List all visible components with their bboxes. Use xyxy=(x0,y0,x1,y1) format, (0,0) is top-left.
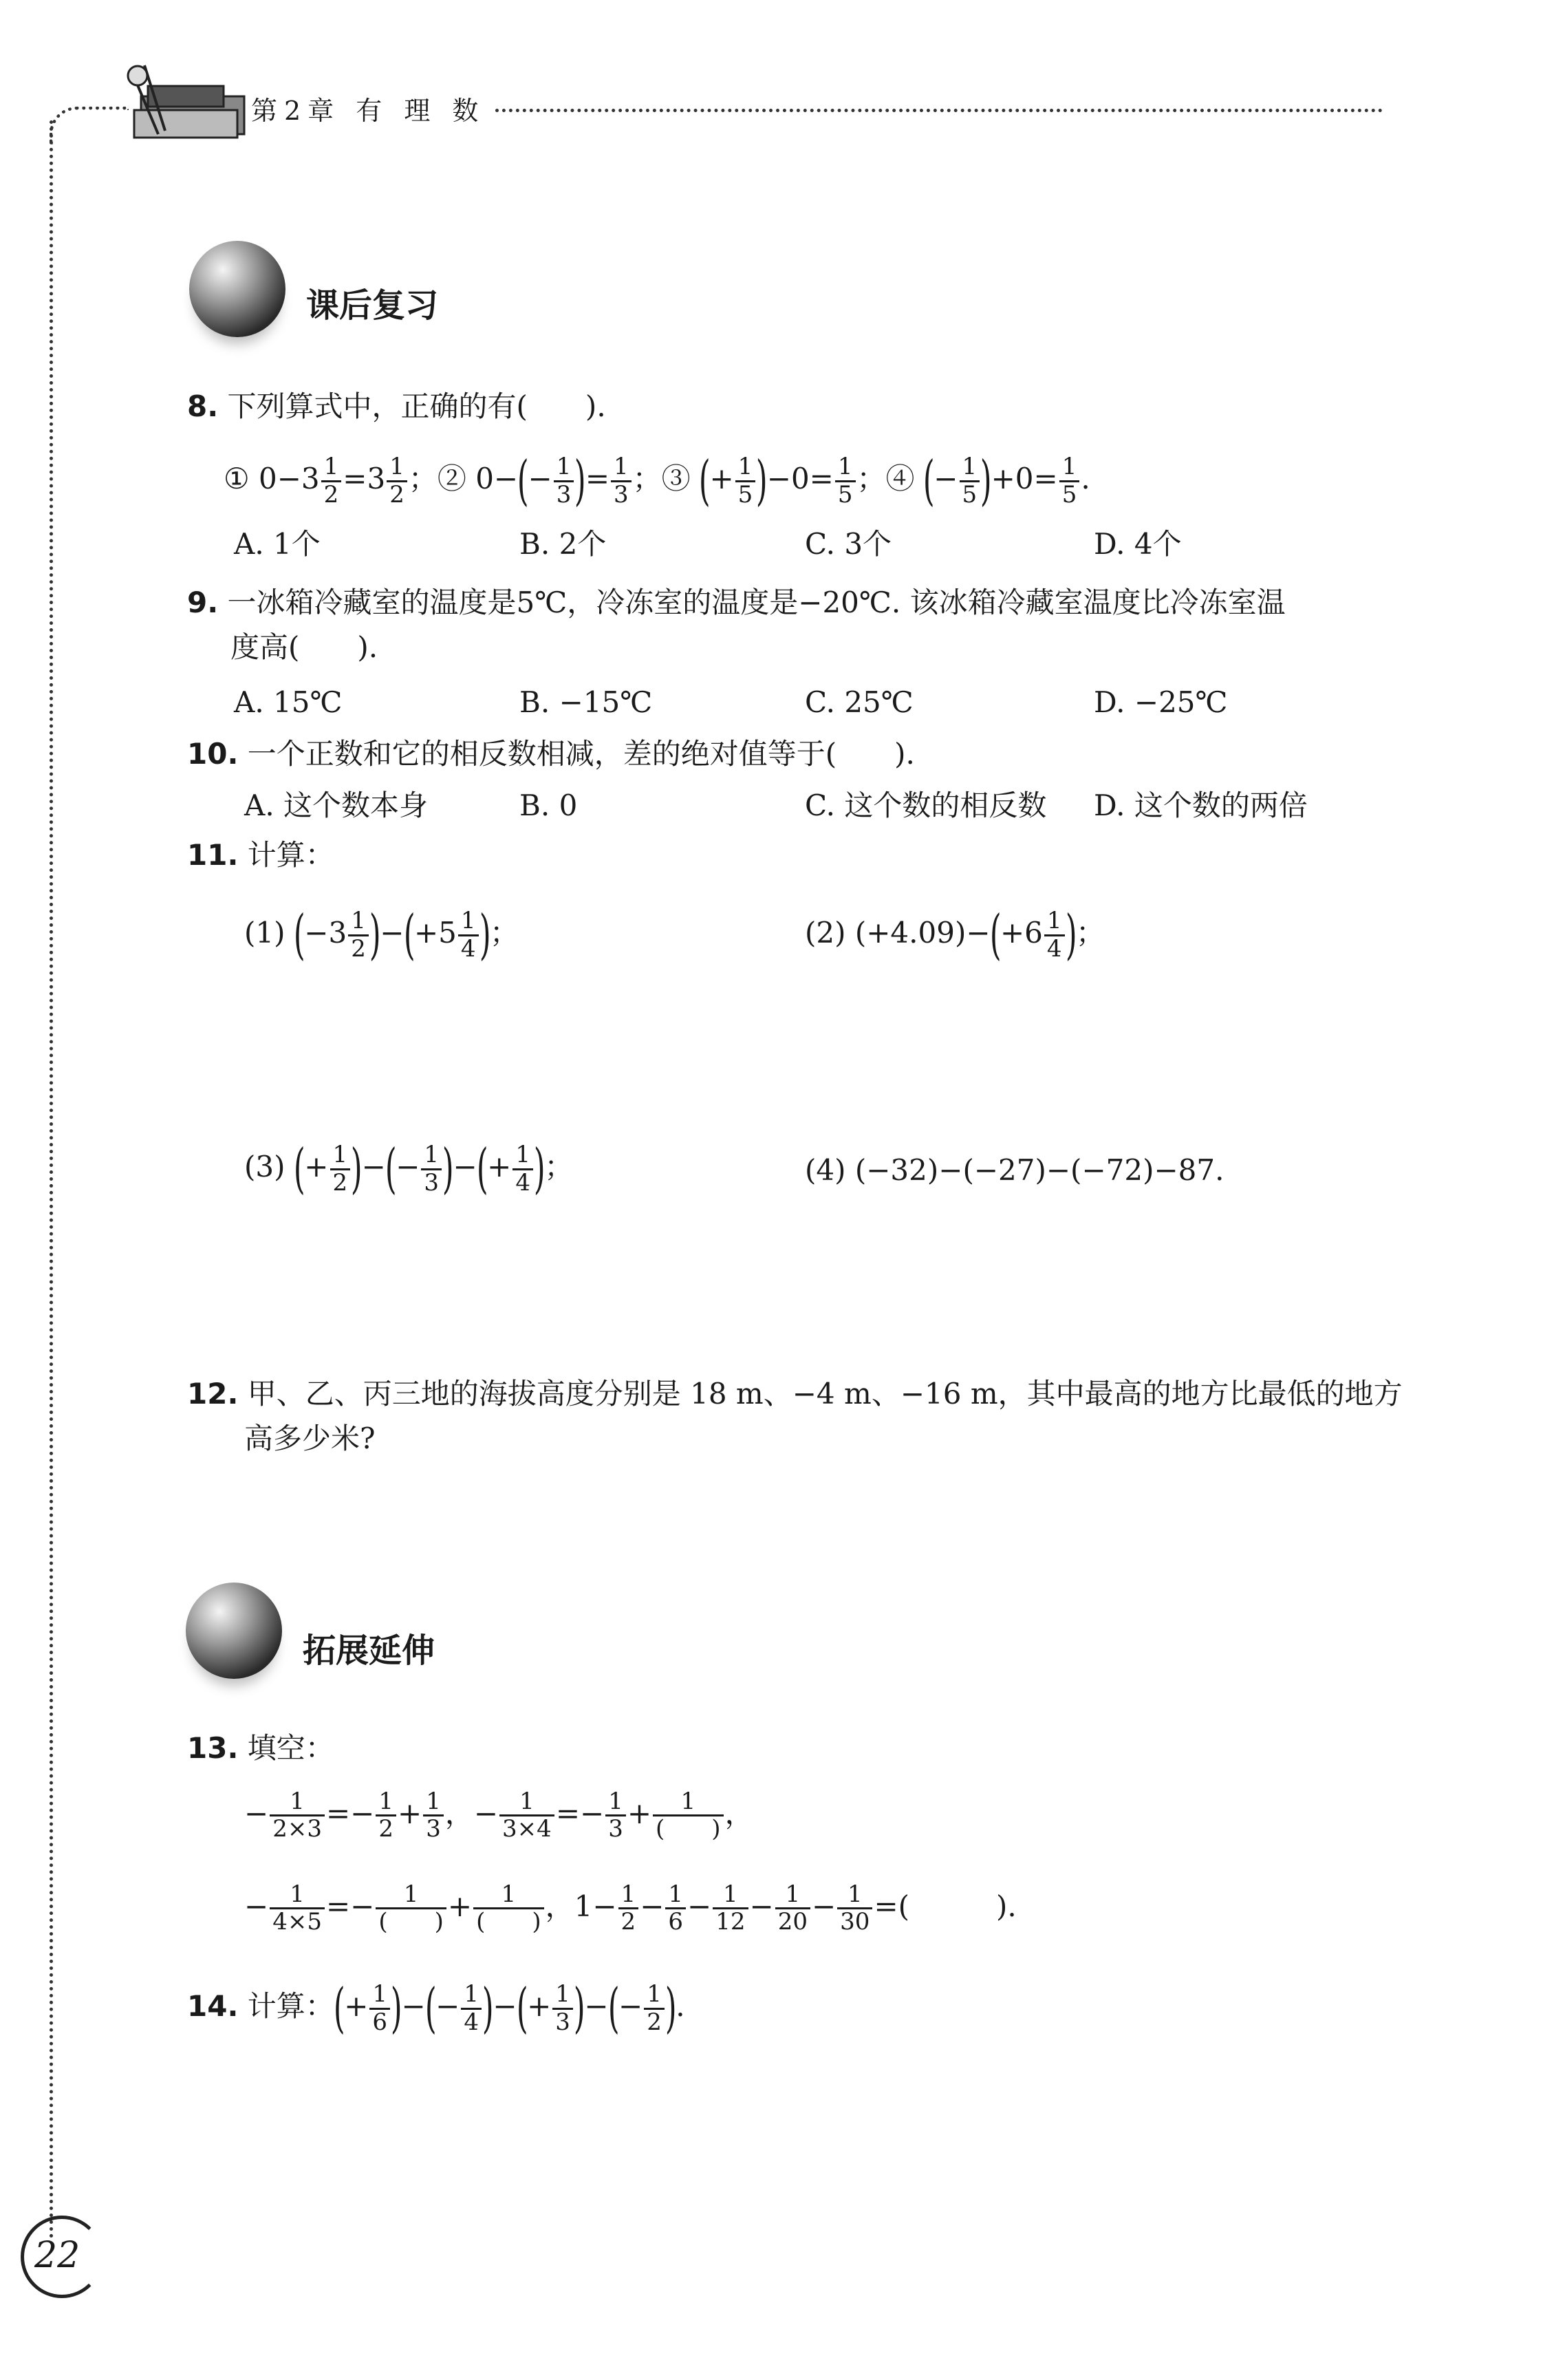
q10-text: 一个正数和它的相反数相减，差的绝对值等于( ). xyxy=(247,737,915,771)
fraction: $\frac{1}{2\times 3}$ xyxy=(270,1789,325,1843)
fraction: $\frac{1}{4}$ xyxy=(512,1142,533,1196)
q9-text-line1: 一冰箱冷藏室的温度是5℃，冷冻室的温度是−20℃. 该冰箱冷藏室温度比冷冻室温 xyxy=(227,586,1286,619)
q8-stem xyxy=(187,389,606,423)
fraction: $\frac{1}{5}$ xyxy=(835,454,856,508)
q12-stem xyxy=(187,1377,1403,1411)
section-globe-icon xyxy=(189,241,285,337)
page-number xyxy=(21,2216,96,2291)
fraction: $\frac{1}{( )}$ xyxy=(473,1882,544,1936)
q9-option-a: A. 15℃ xyxy=(234,685,343,719)
q11-part1: (1) (−3 $\frac{1}{2}$ )−(+5 $\frac{1}{4}$ )； xyxy=(244,904,519,966)
q8-option-b: B. 2个 xyxy=(519,527,607,561)
q11-part4 xyxy=(805,1153,1224,1187)
q11-part3: (3) (+ $\frac{1}{2}$ )−(− $\frac{1}{3}$ )−(+ $\frac{1}{4}$ )； xyxy=(244,1138,574,1200)
fraction: $\frac{1}{5}$ xyxy=(735,454,756,508)
fraction: $\frac{1}{6}$ xyxy=(665,1882,686,1936)
fraction: $\frac{1}{2}$ xyxy=(618,1882,639,1936)
q12-number: 12. xyxy=(187,1377,239,1411)
fraction: $\frac{1}{2}$ xyxy=(376,1789,396,1843)
fraction: $\frac{1}{3}$ xyxy=(421,1142,442,1196)
q11-part2: (2) (+4.09)−(+6 $\frac{1}{4}$ )； xyxy=(805,904,1105,966)
q12-text-line2: 高多少米? xyxy=(244,1422,376,1455)
fraction: $\frac{1}{3}$ xyxy=(611,454,632,508)
q8-option-c: C. 3个 xyxy=(805,527,892,561)
section-title-review: 课后复习 xyxy=(306,286,439,325)
fraction: $\frac{1}{2}$ xyxy=(387,454,407,508)
q10-stem xyxy=(187,737,915,771)
fraction: $\frac{1}{3\times 4}$ xyxy=(499,1789,554,1843)
q10-option-d: D. 这个数的两倍 xyxy=(1094,789,1308,822)
q8-text: 下列算式中，正确的有( ). xyxy=(227,389,606,423)
q8-expressions: ① 0−3 $\frac{1}{2}$ =3 $\frac{1}{2}$ ；② 0−(− $\frac{1}{3}$ )= $\frac{1}{3}$ ；③ (+ $\frac{1}{5}$ )−0= $\frac{1}{5}$ ；④ (− $\frac{1}{5}$ )+0= $\frac{1}{5}$ . xyxy=(224,450,1090,512)
fraction: $\frac{1}{2}$ xyxy=(644,1982,665,2035)
fraction: $\frac{1}{3}$ xyxy=(554,454,574,508)
q13-row2: − $\frac{1}{4\times 5}$ =− $\frac{1}{( )}$ + $\frac{1}{( )}$ ，1− $\frac{1}{2}$ − $\frac{1}{6}$ − $\frac{1}{12}$ − $\frac{1}{20}$ − $\frac{1}{30}$ =( ). xyxy=(244,1880,1017,1936)
q10-option-b: B. 0 xyxy=(519,789,578,822)
q11-part4-expr: (−32)−(−27)−(−72)−87. xyxy=(854,1153,1224,1187)
q11-part4-label: (4) xyxy=(805,1153,846,1187)
fraction: $\frac{1}{4}$ xyxy=(1044,908,1065,962)
q13-text: 填空： xyxy=(247,1731,334,1765)
q11-part3-label: (3) xyxy=(244,1150,285,1183)
section-globe-icon xyxy=(186,1583,282,1679)
margin-corner xyxy=(50,107,129,144)
chapter-logo-icon xyxy=(114,58,251,155)
q11-part2-label: (2) xyxy=(805,916,846,950)
q9-number: 9. xyxy=(187,586,219,619)
q12-text-line1: 甲、乙、丙三地的海拔高度分别是 18 m、−4 m、−16 m，其中最高的地方比最低的地方 xyxy=(247,1377,1403,1411)
fraction: $\frac{1}{5}$ xyxy=(960,454,980,508)
fraction: $\frac{1}{3}$ xyxy=(423,1789,444,1843)
q11-stem xyxy=(187,838,334,872)
q13-row1: − $\frac{1}{2\times 3}$ =− $\frac{1}{2}$ + $\frac{1}{3}$ ，− $\frac{1}{3\times 4}$ =− $\frac{1}{3}$ + $\frac{1}{( )}$ ， xyxy=(244,1788,754,1843)
fraction: $\frac{1}{2}$ xyxy=(321,454,342,508)
q10-number: 10. xyxy=(187,737,239,771)
q9-option-b: B. −15℃ xyxy=(519,685,653,719)
fraction: $\frac{1}{2}$ xyxy=(348,908,369,962)
q8-option-a: A. 1个 xyxy=(234,527,321,561)
fraction: $\frac{1}{5}$ xyxy=(1059,454,1080,508)
q9-option-c: C. 25℃ xyxy=(805,685,914,719)
q9-stem xyxy=(187,588,1286,617)
q11-text: 计算： xyxy=(247,838,334,872)
q14-number: 14. xyxy=(187,1989,239,2023)
fraction: $\frac{1}{12}$ xyxy=(713,1882,748,1936)
fraction: $\frac{1}{30}$ xyxy=(837,1882,872,1936)
fraction: $\frac{1}{4\times 5}$ xyxy=(270,1882,325,1936)
fraction: $\frac{1}{3}$ xyxy=(552,1982,573,2035)
q14-stem: 14. 计算：(+ $\frac{1}{6}$ )−(− $\frac{1}{4}$ )−(+ $\frac{1}{3}$ )−(− $\frac{1}{2}$ ). xyxy=(187,1977,685,2039)
fraction: $\frac{1}{6}$ xyxy=(369,1982,390,2035)
q8-number: 8. xyxy=(187,389,219,423)
q11-number: 11. xyxy=(187,838,239,872)
fraction: $\frac{1}{20}$ xyxy=(775,1882,810,1936)
fraction: $\frac{1}{( )}$ xyxy=(653,1789,724,1843)
header-dotted-rule xyxy=(495,109,1383,112)
q9-text-line2: 度高( ). xyxy=(230,630,378,664)
q13-stem xyxy=(187,1731,334,1765)
q11-part1-label: (1) xyxy=(244,916,285,950)
q13-number: 13. xyxy=(187,1731,239,1765)
fraction: $\frac{1}{3}$ xyxy=(605,1789,626,1843)
fraction: $\frac{1}{2}$ xyxy=(330,1142,351,1196)
q8-option-d: D. 4个 xyxy=(1094,527,1182,561)
q9-option-d: D. −25℃ xyxy=(1094,685,1228,719)
q10-option-c: C. 这个数的相反数 xyxy=(805,789,1047,822)
page-number-text: 22 xyxy=(34,2235,80,2276)
fraction: $\frac{1}{4}$ xyxy=(461,1982,482,2035)
q10-option-a: A. 这个数本身 xyxy=(244,789,429,822)
margin-dotted-line xyxy=(50,120,53,2240)
fraction: $\frac{1}{4}$ xyxy=(458,908,479,962)
fraction: $\frac{1}{( )}$ xyxy=(376,1882,446,1936)
q14-text: 计算： xyxy=(247,1989,334,2023)
chapter-title: 第2章 有 理 数 xyxy=(251,96,486,126)
section-title-extension: 拓展延伸 xyxy=(303,1631,435,1670)
